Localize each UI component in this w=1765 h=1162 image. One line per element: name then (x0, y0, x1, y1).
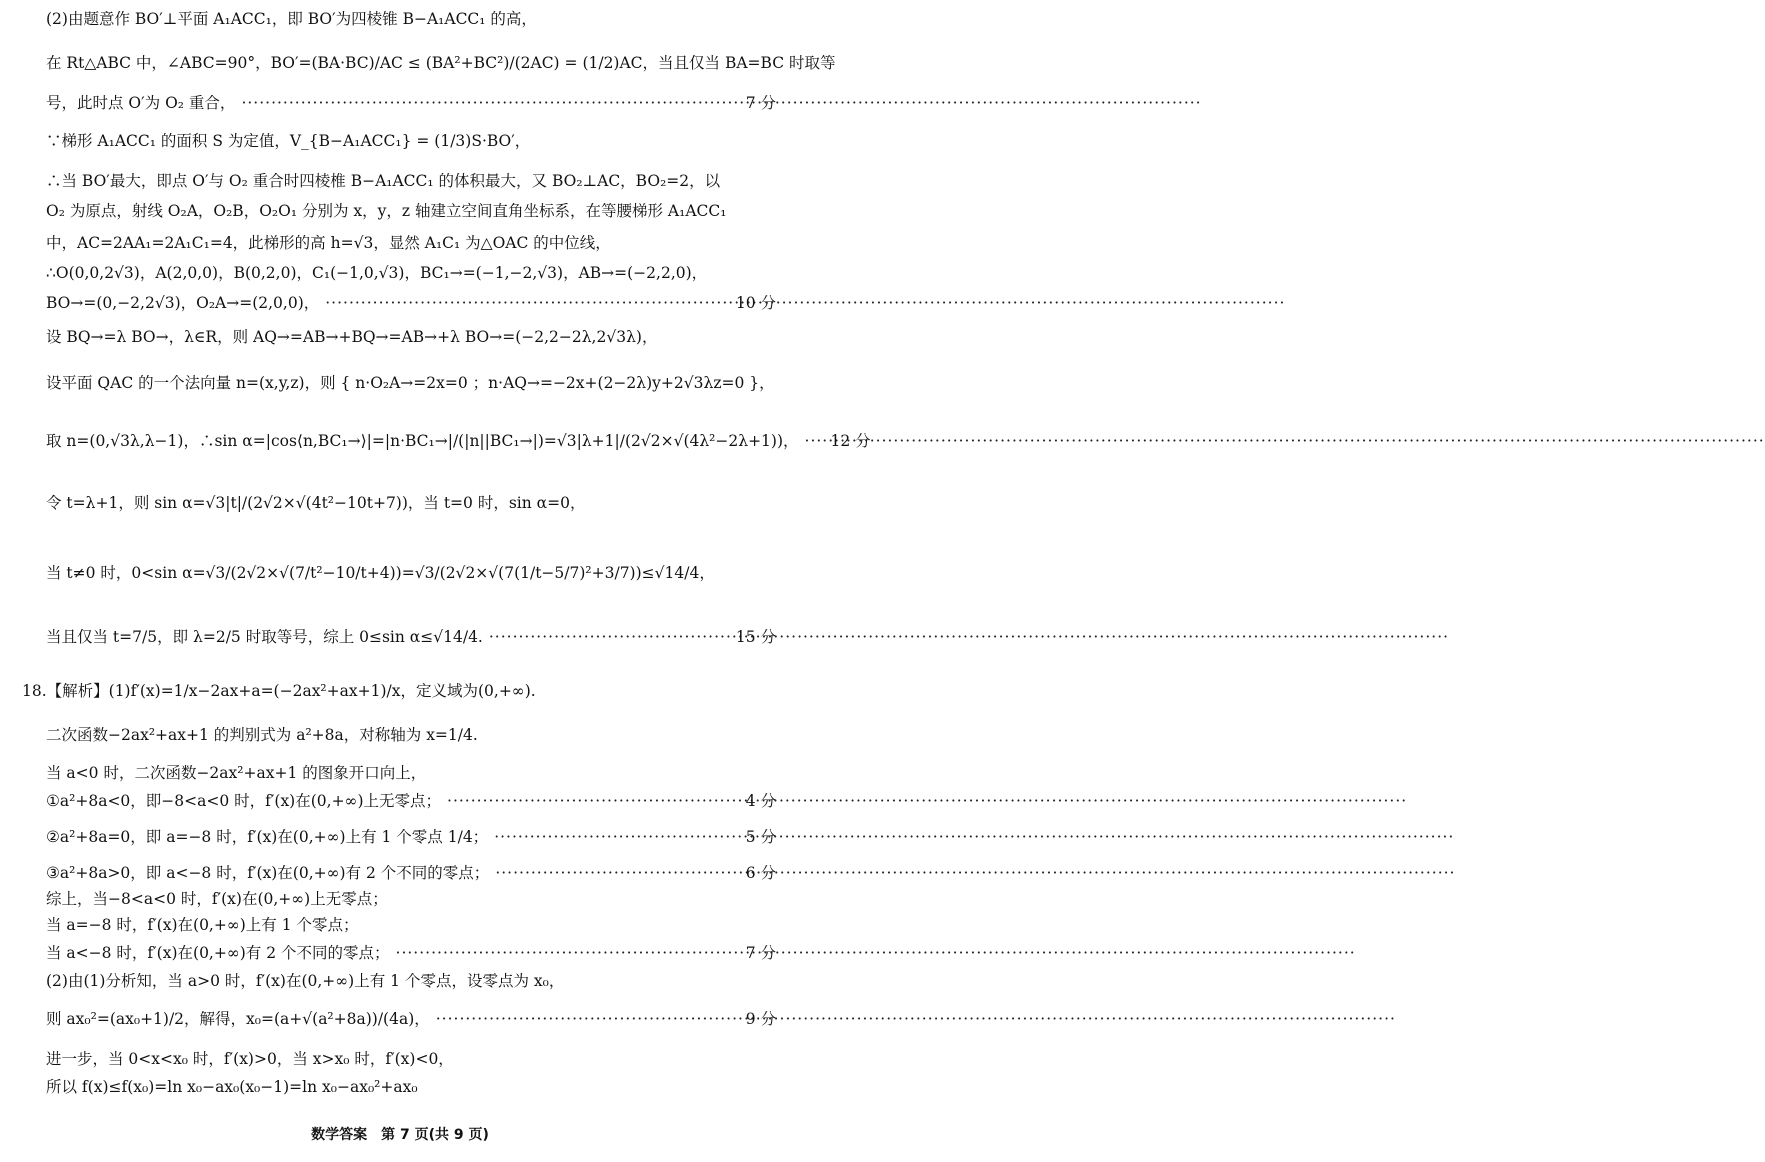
text-line: 所以 f(x)≤f(x₀)=ln x₀−ax₀(x₀−1)=ln x₀−ax₀²+ax₀ (46, 1078, 418, 1096)
answer-page (0, 0, 871, 1162)
score-label: 9 分 (745, 1010, 776, 1028)
question-18-heading: 18.【解析】(1)f′(x)=1/x−2ax+a=(−2ax²+ax+1)/x，定义域为(0,+∞). (22, 682, 536, 700)
dot-leader (447, 790, 740, 812)
score-label: 15 分 (735, 628, 776, 646)
text-line: 进一步，当 0<x<x₀ 时，f′(x)>0，当 x>x₀ 时，f′(x)<0， (46, 1050, 454, 1068)
dot-leader (325, 292, 730, 314)
text-line: 当 t≠0 时，0<sin α=√3/(2√2×√(7/t²−10/t+4))=√3/(2√2×√(7(1/t−5/7)²+3/7))≤√14/4， (46, 564, 715, 582)
dot-leader (489, 626, 730, 648)
score-label: 7 分 (745, 944, 776, 962)
text-line: O₂ 为原点，射线 O₂A，O₂B，O₂O₁ 分别为 x，y，z 轴建立空间直角坐标系，在等腰梯形 A₁ACC₁ (46, 202, 727, 220)
score-label: 6 分 (745, 864, 776, 882)
text-line: 令 t=λ+1，则 sin α=√3|t|/(2√2×√(4t²−10t+7))，当 t=0 时，sin α=0， (46, 494, 586, 512)
score-label: 12 分 (830, 432, 871, 450)
score-label: 4 分 (745, 792, 776, 810)
page-footer: 数学答案 第 7 页(共 9 页) (311, 1127, 489, 1143)
dot-leader (805, 430, 825, 452)
text-line: 设 BQ→=λ BO→，λ∈R，则 AQ→=AB→+BQ→=AB→+λ BO→=(−2,2−2λ,2√3λ)， (46, 328, 658, 346)
text-line: 中，AC=2AA₁=2A₁C₁=4，此梯形的高 h=√3，显然 A₁C₁ 为△OAC 的中位线， (46, 234, 611, 252)
text-line: ①a²+8a<0，即−8<a<0 时，f′(x)在(0,+∞)上无零点； ····· 4 分 (46, 790, 776, 812)
text-line: ③a²+8a>0，即 a<−8 时，f′(x)在(0,+∞)有 2 个不同的零点； ····· 6 分 (46, 862, 776, 884)
text-line: 当 a=−8 时，f′(x)在(0,+∞)上有 1 个零点； (46, 916, 359, 934)
text-line: 号，此时点 O′为 O₂ 重合， ····· 7 分 (46, 92, 776, 114)
score-label: 5 分 (745, 828, 776, 846)
dot-leader (494, 826, 740, 848)
dot-leader (436, 1008, 740, 1030)
text-line: 则 ax₀²=(ax₀+1)/2，解得，x₀=(a+√(a²+8a))/(4a)， ····· 9 分 (46, 1008, 776, 1030)
text-line: ∴当 BO′最大，即点 O′与 O₂ 重合时四棱椎 B−A₁ACC₁ 的体积最大，又 BO₂⊥AC，BO₂=2，以 (46, 172, 721, 190)
text-line: 综上，当−8<a<0 时，f′(x)在(0,+∞)上无零点； (46, 890, 388, 908)
text-line: 设平面 QAC 的一个法向量 n=(x,y,z)，则 { n·O₂A→=2x=0 ；n·AQ→=−2x+(2−2λ)y+2√3λz=0 }， (46, 374, 775, 392)
text-line: ②a²+8a=0，即 a=−8 时，f′(x)在(0,+∞)上有 1 个零点 1/4； ····· 5 分 (46, 826, 776, 848)
text-line: 在 Rt△ABC 中，∠ABC=90°，BO′=(BA·BC)/AC ≤ (BA²+BC²)/(2AC) = (1/2)AC，当且仅当 BA=BC 时取等 (46, 54, 836, 72)
text-line: 取 n=(0,√3λ,λ−1)，∴sin α=|cos⟨n,BC₁→⟩|=|n·BC₁→|/(|n||BC₁→|)=√3|λ+1|/(2√2×√(4λ²−2λ+1))， ····· 12 分 (46, 430, 776, 452)
score-label: 7 分 (745, 94, 776, 112)
text-line: 二次函数−2ax²+ax+1 的判别式为 a²+8a，对称轴为 x=1/4. (46, 726, 478, 744)
text-line: ∵梯形 A₁ACC₁ 的面积 S 为定值，V_{B−A₁ACC₁} = (1/3)S·BO′， (46, 132, 531, 150)
text-line: (2)由(1)分析知，当 a>0 时，f′(x)在(0,+∞)上有 1 个零点，设零点为 x₀， (46, 972, 565, 990)
text-line: (2)由题意作 BO′⊥平面 A₁ACC₁，即 BO′为四棱锥 B−A₁ACC₁ 的高， (46, 10, 537, 28)
text-line: BO→=(0,−2,2√3)，O₂A→=(2,0,0)， ····· 10 分 (46, 292, 776, 314)
text-line: ∴O(0,0,2√3)，A(2,0,0)，B(0,2,0)，C₁(−1,0,√3)，BC₁→=(−1,−2,√3)，AB→=(−2,2,0)， (46, 264, 708, 282)
dot-leader (396, 942, 740, 964)
dot-leader (495, 862, 739, 884)
text-line: 当 a<−8 时，f′(x)在(0,+∞)有 2 个不同的零点； ····· 7 分 (46, 942, 776, 964)
text-line: 当 a<0 时，二次函数−2ax²+ax+1 的图象开口向上， (46, 764, 427, 782)
text-line: 当且仅当 t=7/5，即 λ=2/5 时取等号，综上 0≤sin α≤√14/4. ····· 15 分 (46, 626, 776, 648)
dot-leader (241, 92, 739, 114)
score-label: 10 分 (735, 294, 776, 312)
